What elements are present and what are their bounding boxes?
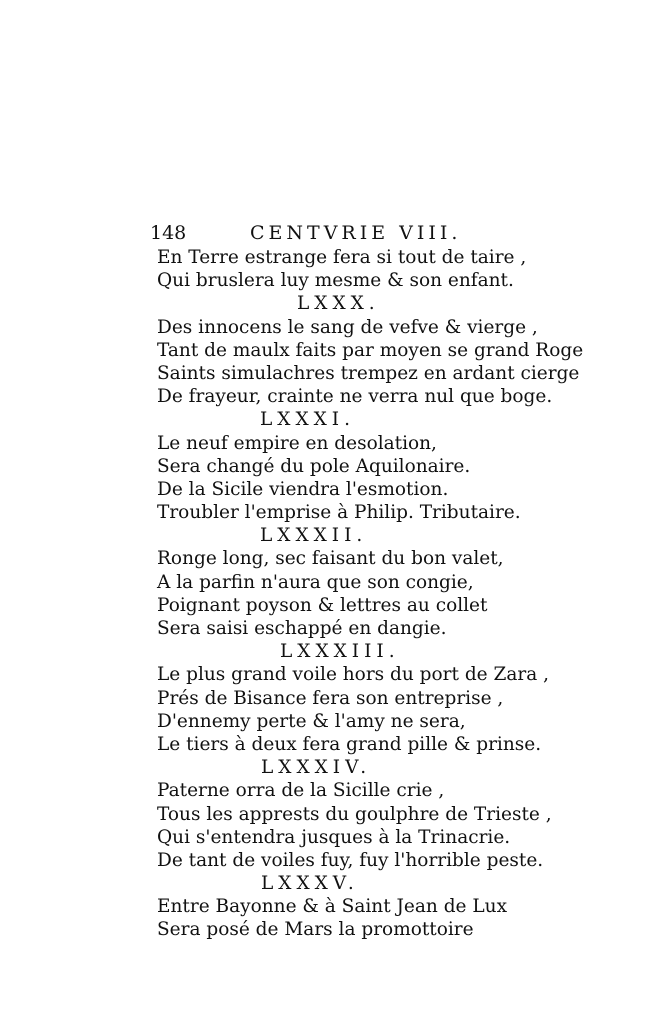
verse-line: En Terre estrange fera si tout de taire ,: [157, 247, 527, 268]
verse-line: Sera saisi eschappé en dangie.: [157, 618, 447, 639]
verse-line: Poignant poyson & lettres au collet: [157, 594, 488, 616]
verse-line: Sera posé de Mars la promottoire: [157, 919, 474, 941]
quatrain-number: LXXXIII.: [280, 641, 400, 663]
quatrain-text: [157, 246, 584, 942]
verse-line: Des innocens le sang de vefve & vierge ,: [157, 316, 538, 338]
running-head: CENTVRIE VIII.: [250, 222, 462, 244]
verse-line: Prés de Bisance fera son entreprise ,: [157, 687, 504, 709]
verse-line: D'ennemy perte & l'amy ne sera,: [157, 710, 466, 732]
verse-line: Ronge long, sec faisant du bon valet,: [157, 548, 504, 570]
verse-line: Paterne orra de la Sicille crie ,: [157, 780, 445, 802]
verse-line: De tant de voiles fuy, fuy l'horrible peste.: [157, 849, 544, 871]
quatrain-number: LXXXII.: [260, 525, 368, 547]
quatrain-number: LXXX.: [297, 293, 380, 315]
verse-line: De la Sicile viendra l'esmotion.: [157, 478, 449, 500]
quatrain-number: LXXXV.: [261, 873, 359, 895]
verse-line: Qui bruslera luy mesme & son enfant.: [157, 270, 514, 292]
verse-line: Le tiers à deux fera grand pille & prinse.: [157, 733, 542, 755]
verse-line: Le neuf empire en desolation,: [157, 432, 437, 454]
verse-line: Qui s'entendra jusques à la Trinacrie.: [157, 826, 511, 848]
page-number: 148: [150, 222, 187, 244]
verse-line: Entre Bayonne & à Saint Jean de Lux: [157, 896, 508, 918]
verse-line: De frayeur, crainte ne verra nul que boge.: [157, 386, 553, 408]
verse-line: Tous les apprests du goulphre de Trieste ,: [157, 803, 552, 825]
page-header: [150, 222, 462, 244]
verse-line: A la parfin n'aura que son congie,: [157, 571, 474, 593]
quatrain-number: LXXXI.: [260, 409, 355, 431]
verse-line: Tant de maulx faits par moyen se grand Roge: [157, 339, 584, 361]
verse-line: Troubler l'emprise à Philip. Tributaire.: [157, 502, 521, 524]
verse-line: Le plus grand voile hors du port de Zara ,: [157, 664, 550, 686]
verse-line: Saints simulachres trempez en ardant cierge: [157, 362, 580, 384]
quatrain-number: LXXXIV.: [261, 757, 372, 779]
verse-line: Sera changé du pole Aquilonaire.: [157, 455, 471, 477]
